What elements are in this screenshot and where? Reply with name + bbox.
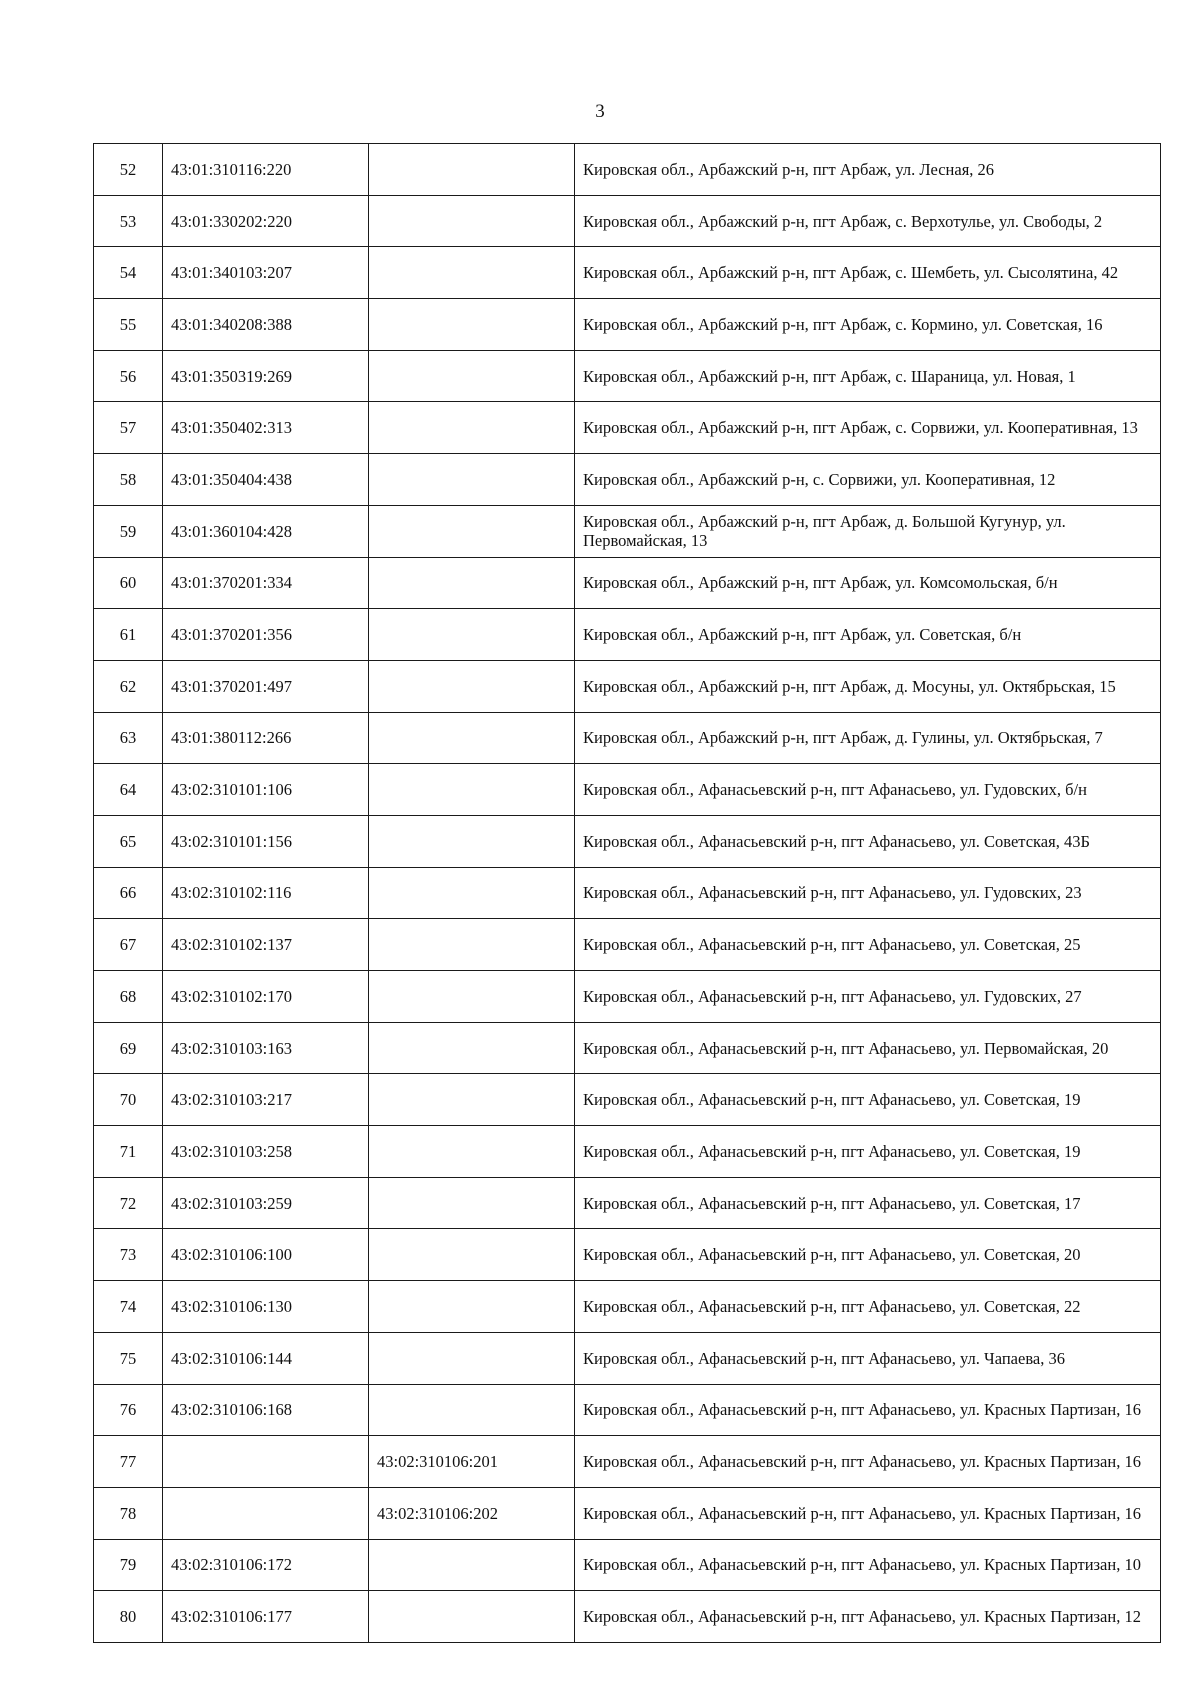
table-row bbox=[94, 971, 1161, 1023]
row-number-cell: 59 bbox=[94, 505, 163, 557]
cadastral-number-cell: 43:01:340208:388 bbox=[163, 299, 369, 351]
new-cadastral-number-cell bbox=[369, 1229, 575, 1281]
new-cadastral-number-cell bbox=[369, 350, 575, 402]
row-number-cell: 53 bbox=[94, 195, 163, 247]
address-cell: Кировская обл., Арбажский р-н, пгт Арбаж, с. Верхотулье, ул. Свободы, 2 bbox=[575, 195, 1161, 247]
address-cell: Кировская обл., Арбажский р-н, пгт Арбаж, д. Мосуны, ул. Октябрьская, 15 bbox=[575, 660, 1161, 712]
new-cadastral-number-cell bbox=[369, 557, 575, 609]
table-row bbox=[94, 402, 1161, 454]
table-row bbox=[94, 454, 1161, 506]
new-cadastral-number-cell bbox=[369, 505, 575, 557]
table-row bbox=[94, 1281, 1161, 1333]
new-cadastral-number-cell bbox=[369, 815, 575, 867]
row-number-cell: 80 bbox=[94, 1591, 163, 1643]
new-cadastral-number-cell bbox=[369, 1126, 575, 1178]
cadastral-number-cell: 43:02:310103:217 bbox=[163, 1074, 369, 1126]
new-cadastral-number-cell bbox=[369, 454, 575, 506]
cadastral-number-cell: 43:01:360104:428 bbox=[163, 505, 369, 557]
cadastral-number-cell: 43:01:310116:220 bbox=[163, 144, 369, 196]
table-row bbox=[94, 350, 1161, 402]
row-number-cell: 78 bbox=[94, 1487, 163, 1539]
cadastral-number-cell: 43:01:330202:220 bbox=[163, 195, 369, 247]
table-row bbox=[94, 557, 1161, 609]
cadastral-number-cell: 43:01:350404:438 bbox=[163, 454, 369, 506]
address-cell: Кировская обл., Арбажский р-н, пгт Арбаж, с. Кормино, ул. Советская, 16 bbox=[575, 299, 1161, 351]
row-number-cell: 66 bbox=[94, 867, 163, 919]
cadastral-number-cell: 43:02:310103:258 bbox=[163, 1126, 369, 1178]
table-row bbox=[94, 1074, 1161, 1126]
new-cadastral-number-cell: 43:02:310106:201 bbox=[369, 1436, 575, 1488]
cadastral-number-cell: 43:02:310103:163 bbox=[163, 1022, 369, 1074]
address-cell: Кировская обл., Афанасьевский р-н, пгт Афанасьево, ул. Советская, 19 bbox=[575, 1126, 1161, 1178]
row-number-cell: 62 bbox=[94, 660, 163, 712]
cadastral-number-cell: 43:02:310102:137 bbox=[163, 919, 369, 971]
row-number-cell: 72 bbox=[94, 1177, 163, 1229]
row-number-cell: 67 bbox=[94, 919, 163, 971]
table-row bbox=[94, 660, 1161, 712]
new-cadastral-number-cell bbox=[369, 1022, 575, 1074]
cadastral-number-cell: 43:02:310106:100 bbox=[163, 1229, 369, 1281]
address-cell: Кировская обл., Афанасьевский р-н, пгт Афанасьево, ул. Советская, 20 bbox=[575, 1229, 1161, 1281]
address-cell: Кировская обл., Афанасьевский р-н, пгт Афанасьево, ул. Красных Партизан, 16 bbox=[575, 1436, 1161, 1488]
new-cadastral-number-cell bbox=[369, 1074, 575, 1126]
cadastral-number-cell: 43:02:310106:177 bbox=[163, 1591, 369, 1643]
page-number: 3 bbox=[595, 101, 605, 122]
cadastral-number-cell: 43:01:350319:269 bbox=[163, 350, 369, 402]
address-cell: Кировская обл., Афанасьевский р-н, пгт Афанасьево, ул. Чапаева, 36 bbox=[575, 1332, 1161, 1384]
address-cell: Кировская обл., Афанасьевский р-н, пгт Афанасьево, ул. Красных Партизан, 12 bbox=[575, 1591, 1161, 1643]
new-cadastral-number-cell bbox=[369, 195, 575, 247]
new-cadastral-number-cell bbox=[369, 764, 575, 816]
table-row bbox=[94, 609, 1161, 661]
table-row bbox=[94, 144, 1161, 196]
row-number-cell: 70 bbox=[94, 1074, 163, 1126]
table-row bbox=[94, 195, 1161, 247]
property-registry-table bbox=[93, 143, 1161, 1643]
row-number-cell: 57 bbox=[94, 402, 163, 454]
address-cell: Кировская обл., Афанасьевский р-н, пгт Афанасьево, ул. Красных Партизан, 10 bbox=[575, 1539, 1161, 1591]
table-row bbox=[94, 1591, 1161, 1643]
new-cadastral-number-cell bbox=[369, 299, 575, 351]
new-cadastral-number-cell: 43:02:310106:202 bbox=[369, 1487, 575, 1539]
table-row bbox=[94, 505, 1161, 557]
address-cell: Кировская обл., Афанасьевский р-н, пгт Афанасьево, ул. Гудовских, 23 bbox=[575, 867, 1161, 919]
table-row bbox=[94, 1022, 1161, 1074]
cadastral-number-cell: 43:02:310101:156 bbox=[163, 815, 369, 867]
table-row bbox=[94, 247, 1161, 299]
new-cadastral-number-cell bbox=[369, 247, 575, 299]
address-cell: Кировская обл., Афанасьевский р-н, пгт Афанасьево, ул. Советская, 25 bbox=[575, 919, 1161, 971]
new-cadastral-number-cell bbox=[369, 971, 575, 1023]
row-number-cell: 77 bbox=[94, 1436, 163, 1488]
address-cell: Кировская обл., Арбажский р-н, пгт Арбаж, с. Шараница, ул. Новая, 1 bbox=[575, 350, 1161, 402]
registry-body bbox=[94, 144, 1161, 1643]
address-cell: Кировская обл., Арбажский р-н, пгт Арбаж, ул. Комсомольская, б/н bbox=[575, 557, 1161, 609]
row-number-cell: 56 bbox=[94, 350, 163, 402]
new-cadastral-number-cell bbox=[369, 867, 575, 919]
table-row bbox=[94, 919, 1161, 971]
address-cell: Кировская обл., Афанасьевский р-н, пгт Афанасьево, ул. Советская, 17 bbox=[575, 1177, 1161, 1229]
address-cell: Кировская обл., Арбажский р-н, с. Сорвижи, ул. Кооперативная, 12 bbox=[575, 454, 1161, 506]
cadastral-number-cell: 43:01:340103:207 bbox=[163, 247, 369, 299]
table-row bbox=[94, 1539, 1161, 1591]
row-number-cell: 73 bbox=[94, 1229, 163, 1281]
cadastral-number-cell: 43:01:370201:356 bbox=[163, 609, 369, 661]
table-row bbox=[94, 815, 1161, 867]
new-cadastral-number-cell bbox=[369, 1281, 575, 1333]
cadastral-number-cell: 43:01:370201:497 bbox=[163, 660, 369, 712]
cadastral-number-cell: 43:01:370201:334 bbox=[163, 557, 369, 609]
table-row bbox=[94, 1436, 1161, 1488]
new-cadastral-number-cell bbox=[369, 1332, 575, 1384]
table-row bbox=[94, 1126, 1161, 1178]
new-cadastral-number-cell bbox=[369, 1539, 575, 1591]
cadastral-number-cell: 43:02:310106:130 bbox=[163, 1281, 369, 1333]
row-number-cell: 63 bbox=[94, 712, 163, 764]
cadastral-number-cell: 43:02:310106:144 bbox=[163, 1332, 369, 1384]
new-cadastral-number-cell bbox=[369, 1591, 575, 1643]
row-number-cell: 79 bbox=[94, 1539, 163, 1591]
row-number-cell: 64 bbox=[94, 764, 163, 816]
address-cell: Кировская обл., Афанасьевский р-н, пгт Афанасьево, ул. Советская, 19 bbox=[575, 1074, 1161, 1126]
address-cell: Кировская обл., Арбажский р-н, пгт Арбаж, д. Большой Кугунур, ул. Первомайская, 13 bbox=[575, 505, 1161, 557]
new-cadastral-number-cell bbox=[369, 609, 575, 661]
address-cell: Кировская обл., Афанасьевский р-н, пгт Афанасьево, ул. Красных Партизан, 16 bbox=[575, 1487, 1161, 1539]
cadastral-number-cell: 43:02:310106:172 bbox=[163, 1539, 369, 1591]
new-cadastral-number-cell bbox=[369, 919, 575, 971]
address-cell: Кировская обл., Афанасьевский р-н, пгт Афанасьево, ул. Советская, 22 bbox=[575, 1281, 1161, 1333]
cadastral-number-cell bbox=[163, 1487, 369, 1539]
row-number-cell: 68 bbox=[94, 971, 163, 1023]
cadastral-number-cell: 43:01:350402:313 bbox=[163, 402, 369, 454]
address-cell: Кировская обл., Арбажский р-н, пгт Арбаж, д. Гулины, ул. Октябрьская, 7 bbox=[575, 712, 1161, 764]
new-cadastral-number-cell bbox=[369, 660, 575, 712]
row-number-cell: 55 bbox=[94, 299, 163, 351]
row-number-cell: 61 bbox=[94, 609, 163, 661]
table-row bbox=[94, 1332, 1161, 1384]
row-number-cell: 58 bbox=[94, 454, 163, 506]
cadastral-number-cell: 43:02:310103:259 bbox=[163, 1177, 369, 1229]
new-cadastral-number-cell bbox=[369, 144, 575, 196]
table-row bbox=[94, 1177, 1161, 1229]
address-cell: Кировская обл., Арбажский р-н, пгт Арбаж, ул. Лесная, 26 bbox=[575, 144, 1161, 196]
cadastral-number-cell: 43:02:310102:170 bbox=[163, 971, 369, 1023]
cadastral-number-cell: 43:01:380112:266 bbox=[163, 712, 369, 764]
row-number-cell: 54 bbox=[94, 247, 163, 299]
table-row bbox=[94, 867, 1161, 919]
table-row bbox=[94, 712, 1161, 764]
table-row bbox=[94, 1229, 1161, 1281]
new-cadastral-number-cell bbox=[369, 1384, 575, 1436]
address-cell: Кировская обл., Афанасьевский р-н, пгт Афанасьево, ул. Советская, 43Б bbox=[575, 815, 1161, 867]
row-number-cell: 76 bbox=[94, 1384, 163, 1436]
address-cell: Кировская обл., Афанасьевский р-н, пгт Афанасьево, ул. Красных Партизан, 16 bbox=[575, 1384, 1161, 1436]
new-cadastral-number-cell bbox=[369, 402, 575, 454]
row-number-cell: 52 bbox=[94, 144, 163, 196]
address-cell: Кировская обл., Афанасьевский р-н, пгт Афанасьево, ул. Первомайская, 20 bbox=[575, 1022, 1161, 1074]
cadastral-number-cell: 43:02:310102:116 bbox=[163, 867, 369, 919]
address-cell: Кировская обл., Афанасьевский р-н, пгт Афанасьево, ул. Гудовских, 27 bbox=[575, 971, 1161, 1023]
row-number-cell: 74 bbox=[94, 1281, 163, 1333]
row-number-cell: 60 bbox=[94, 557, 163, 609]
address-cell: Кировская обл., Афанасьевский р-н, пгт Афанасьево, ул. Гудовских, б/н bbox=[575, 764, 1161, 816]
table-row bbox=[94, 764, 1161, 816]
cadastral-number-cell bbox=[163, 1436, 369, 1488]
cadastral-number-cell: 43:02:310106:168 bbox=[163, 1384, 369, 1436]
new-cadastral-number-cell bbox=[369, 712, 575, 764]
address-cell: Кировская обл., Арбажский р-н, пгт Арбаж, с. Шембеть, ул. Сысолятина, 42 bbox=[575, 247, 1161, 299]
table-row bbox=[94, 1487, 1161, 1539]
table-row bbox=[94, 299, 1161, 351]
new-cadastral-number-cell bbox=[369, 1177, 575, 1229]
row-number-cell: 71 bbox=[94, 1126, 163, 1178]
table-row bbox=[94, 1384, 1161, 1436]
address-cell: Кировская обл., Арбажский р-н, пгт Арбаж, ул. Советская, б/н bbox=[575, 609, 1161, 661]
row-number-cell: 75 bbox=[94, 1332, 163, 1384]
address-cell: Кировская обл., Арбажский р-н, пгт Арбаж, с. Сорвижи, ул. Кооперативная, 13 bbox=[575, 402, 1161, 454]
cadastral-number-cell: 43:02:310101:106 bbox=[163, 764, 369, 816]
row-number-cell: 69 bbox=[94, 1022, 163, 1074]
row-number-cell: 65 bbox=[94, 815, 163, 867]
